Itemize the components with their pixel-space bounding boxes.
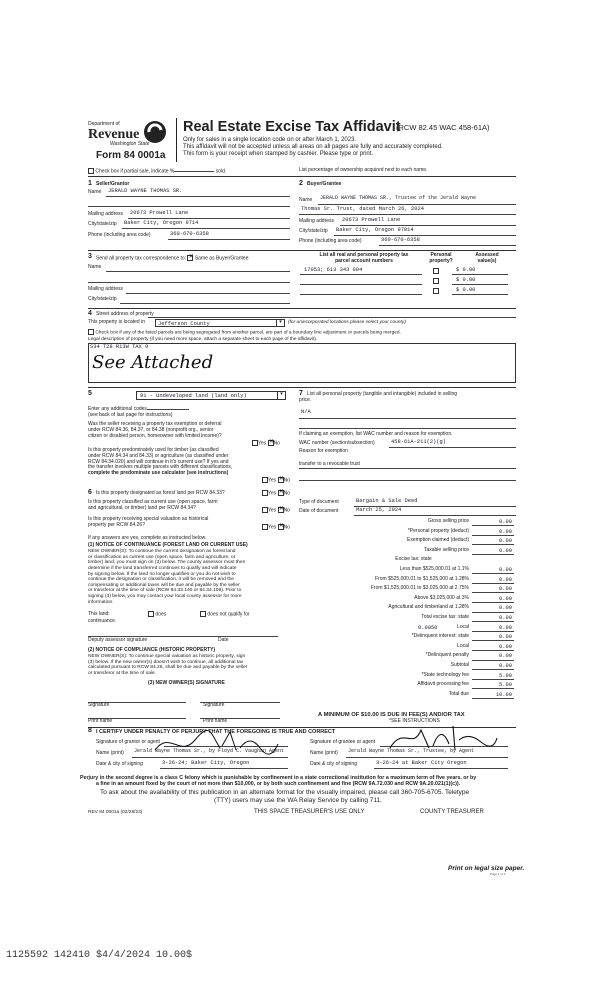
tax-row-label: Above $3,025,000 at 3% [414,594,469,601]
seller-name-field[interactable]: JERALD WAYNE THOMAS SR. [108,188,183,194]
tax-row-value[interactable]: 0.00 [472,548,514,555]
deputy-signature-label: Deputy assessor signature [88,637,148,643]
dept-label: Department of [88,121,120,127]
tax-row-label: From $1,525,000.01 to $3,025,000 at 2.75% [370,585,469,592]
grantor-date-field[interactable]: 3-26-24; Baker City, Oregon [162,760,250,766]
personal-property-label: List all personal property (tangible and intangible) included in selling [307,391,458,397]
rcw-reference: (RCW 82.45 WAC 458-61A) [396,123,490,132]
divider [88,308,516,309]
minimum-due: A MINIMUM OF $10.00 IS DUE IN FEE(S) AND/OR TAX [318,712,465,718]
parcel-line-3 [300,294,422,295]
tax-row-label: Local [457,623,469,630]
seller-extra-line [88,206,290,207]
assessed-line-2 [452,284,508,285]
tax-row-label: Taxable selling price [423,546,469,553]
grantee-date-field[interactable]: 3-26-24 at Baker City Oregon [376,760,467,766]
located-label: This property is located in [88,319,145,325]
doc-type-label: Type of document [299,499,339,505]
personal-checkbox-3[interactable] [433,288,439,295]
tax-row-label: Gross selling price [427,518,469,524]
print-label-2: Print name [203,718,228,724]
perjury-line-1: Perjury in the second degree is a class C felony which is punishable by confinement in a state correctional institution for a maximum term of five years, or by [80,775,477,781]
divider [88,176,516,177]
tax-row-label: *Personal property (deduct) [407,527,469,534]
buyer-city-label: City/state/zip [299,228,328,234]
continuance-label: continuance. [88,618,117,624]
exemption-question: Was the seller receiving a property tax exemption or deferral under RCW 84.36, 84.37, or 84.38 (nonprofit org., senior citizen or disabled person, homeowner with limited income)? [88,421,222,439]
current-use-answer: Yes ✕ No [262,507,290,514]
additional-codes-label: Enter any additional codes [88,407,189,413]
section-1-number: 1 [88,180,92,187]
seller-phone-label: Phone (including area code) [88,232,151,238]
forest-answer: Yes ✕ No [262,490,290,497]
tax-row [358,644,514,651]
tax-row-label: *Delinquent penalty [425,652,469,659]
legal-description-value: S34 T28 R13W TAX 9 [90,344,149,350]
assessed-header: Assessed value(s) [475,252,499,264]
tax-row [358,605,514,612]
tax-row-value[interactable]: 0.00 [472,663,514,670]
wac-field[interactable]: 458-61A-211(2)(g) [391,439,446,445]
divider [88,387,516,388]
sig-line-2[interactable] [200,702,280,703]
street-label: Street address of property [96,311,154,317]
doc-date-field[interactable]: March 25, 2024 [356,507,402,513]
sec3-extra-line [88,282,290,283]
grantee-signature-drawing [385,722,500,752]
form-number: Form 84 0001a [96,150,166,161]
grantor-date-line [160,768,288,769]
tax-row [358,692,514,699]
grantee-name-field[interactable]: Jerald Wayne Thomas Sr., Trustee, by Agent [348,748,475,754]
assessed-value-2[interactable]: $ 0.00 [456,277,476,283]
pp-line-1 [299,418,516,419]
tax-row-value[interactable]: 0.00 [472,605,514,612]
sec3-name-line [106,271,290,272]
section-4-number: 4 [88,310,92,317]
tax-row [358,634,514,641]
personal-property-label-2: price. [299,397,312,403]
tax-row [358,615,514,622]
see-instructions: *SEE INSTRUCTIONS [389,718,440,724]
accessibility-line-2: (TTY) users may use the WA Relay Service by calling 711. [214,797,382,804]
tax-row-value[interactable]: 0.00 [472,519,514,526]
reason-line-1 [299,468,516,469]
grantee-date-label: Date & city of signing [310,761,357,767]
timber-answer: Yes ✕ No [262,477,290,484]
section-7-number: 7 [299,390,303,397]
certification: I CERTIFY UNDER PENALTY OF PERJURY THAT THE FOREGOING IS TRUE AND CORRECT [96,729,336,735]
tax-row-label: Total due [448,690,469,697]
header-line-1: Only for sales in a single location code on or after March 1, 2023. [183,137,357,143]
tax-row-value[interactable]: 5.00 [472,673,514,680]
tax-row-label: Agricultural and timberland at 1.28% [388,604,469,611]
buyer-name-field-2[interactable]: Thomas Sr. Trust, dated March 26, 2024 [301,206,424,212]
partial-sale-checkbox[interactable] [88,168,94,174]
tax-row-label: Total excise tax: state [421,614,469,620]
timber-question: Is this property predominately used for timber (as classified under RCW 84.34 and 84.33) or agriculture (as classified under RCW 84.34.020) and will continue in it's current use? If yes and the transfer involves multiple parcels with different classifications, complete the predominate use calculator (see instructions) [88,447,233,476]
exemption-note: If claiming an exemption, list WAC number and reason for exemption. [299,431,453,437]
wac-line [389,447,516,448]
tax-row-value[interactable] [472,557,514,563]
tax-row-value[interactable]: 0.00 [472,567,514,574]
buyer-phone-line [379,245,516,246]
tax-row-label: Exemption claimed (deduct) [407,537,469,544]
state-label: Washington State [110,141,150,147]
buyer-heading: Buyer/Grantee [307,181,342,187]
exemption-answer: Yes ✕ No [252,440,280,447]
tax-row-value[interactable]: 0.00 [472,644,514,651]
unincorporated-note: (for unincorporated locations please select your county) [288,320,406,325]
tax-row [358,596,514,603]
accessibility-line-1: To ask about the availability of this publication in an alternate format for the visually impaired, please call 360-705-6705. Teletype [100,789,470,796]
tax-row [358,673,514,680]
tax-row-label: Subtotal [450,662,469,668]
personal-property-value[interactable]: N/A [301,409,311,415]
grantor-name-label: Name (print) [96,750,124,756]
page-title: Real Estate Excise Tax Affidavit [183,119,401,135]
seller-heading: Seller/Grantor [96,181,130,187]
buyer-city-field[interactable]: Baker City, Oregon 97814 [336,227,414,233]
tax-row-value[interactable]: 10.00 [472,692,514,699]
parcel-header: List all real and personal property tax parcel account numbers [319,252,409,264]
print-label-1: Print name [88,718,113,724]
tax-row [358,577,514,584]
legal-desc-label: Legal description of property (if you need more space, attach a separate sheet to each page of the affidavit). [88,337,318,342]
seller-mail-line [128,218,290,219]
county-treasurer: COUNTY TREASURER [420,809,484,815]
notice-2-heading: (2) NOTICE OF COMPLIANCE (HISTORIC PROPERTY) [88,647,216,653]
sec3-mail-label: Mailing address [88,286,124,292]
parcel-line-2 [300,284,422,285]
tax-row-label: Affidavit processing fee [417,681,469,688]
assessed-line-3 [452,294,508,295]
seller-name-line [106,196,290,197]
tax-row [358,682,514,689]
this-land-label: This land: [88,611,110,617]
buyer-city-line [334,235,516,236]
sig-label-2: Signature [203,702,225,708]
grantee-name-line [346,757,508,758]
assessed-value-3[interactable]: $ 0.00 [456,287,476,293]
tax-row-value[interactable]: 0.00 [472,615,514,622]
buyer-name-label: Name [299,197,313,203]
grantor-sig-label: Signature of grantor or agent [96,739,160,745]
forest-question: Is this property designated as forest land per RCW 84.33? [96,490,225,496]
sig-line-1[interactable] [88,702,186,703]
sec3-correspondence: Send all property tax correspondence to: ✕ Same as Buyer/Grantee [96,255,248,262]
dropdown-arrow-icon: ▾ [277,392,285,400]
tax-row-value[interactable]: 0.00 [472,538,514,545]
tax-row-value[interactable]: 0.00 [472,596,514,603]
recording-stamp: 1125592 142410 $4/4/2024 10.00$ [6,950,193,961]
sec3-name-label: Name [88,264,102,270]
grantor-name-line [132,757,288,758]
tax-row-value[interactable]: 0.00 [472,577,514,584]
tax-row [358,529,514,536]
header-line-2: This affidavit will not be accepted unless all areas on all pages are fully and accurately completed. [183,144,443,150]
sig-label-1: Signature [88,702,110,708]
buyer-name-field-1[interactable]: JERALD WAYNE THOMAS SR., Trustee of the Jerald Wayne [320,195,477,201]
reason-line-2 [299,480,516,481]
same-as-buyer-checkbox[interactable] [187,255,193,261]
seller-phone-field[interactable]: 360-670-6358 [170,231,209,237]
parcel-line-1 [300,274,422,275]
tax-row-value[interactable]: 0.00 [472,529,514,536]
tax-row-label: Less than $525,000.01 at 1.1% [399,566,469,572]
revenue-logo-text: Revenue [88,127,140,142]
page-number: Page 1 of 1 [490,872,506,876]
additional-codes-note: (see back of last page for instructions) [88,412,173,418]
legal-paper-note: Print on legal size paper. [448,865,525,872]
buyer-mail-line [340,225,516,226]
tax-row-value[interactable]: 0.00 [472,586,514,593]
tax-row [358,557,514,563]
treasurer-use: THIS SPACE TREASURER'S USE ONLY [254,809,365,815]
tax-row-value[interactable]: 0.00 [472,653,514,660]
pp-line-2 [299,428,516,429]
divider [88,250,516,251]
seller-mail-label: Mailing address [88,211,124,217]
historic-question: Is this property receiving special valuation as historical property per RCW 84.26? [88,516,209,528]
header-divider [176,118,177,162]
buyer-name-line [318,204,516,205]
section-5-number: 5 [88,390,92,397]
personal-checkbox-2[interactable] [433,278,439,285]
seller-name-label: Name [88,189,102,195]
boundary-row: Check box if any of the listed parcels are being segregated from another parcel, are part of a boundary line adjustment or parcels being merged. [88,329,401,336]
seller-city-line [122,228,290,229]
assessed-line-1 [452,274,508,275]
tax-row-label: Local [457,642,469,649]
tax-row-label: From $525,000.01 to $1,525,000 at 1.28% [375,575,469,582]
grantor-date-label: Date & city of signing [96,761,143,767]
historic-answer: Yes ✕ No [262,524,290,531]
tax-row [358,567,514,574]
tax-row-label: Excise tax: state [395,556,432,563]
street-line [148,317,516,318]
grantor-signature-drawing [150,728,280,756]
reason-label: Reason for exemption [299,448,348,454]
tax-row [358,519,514,526]
seller-city-label: City/state/zip [88,221,117,227]
reason-field[interactable]: transfer to a revocable trust [299,461,360,467]
tax-row-label: *Delinquent interest: state [411,633,469,640]
does-not-option: does not qualify for [200,611,250,618]
does-option: does [148,611,166,618]
partial-sale-row: Check box if partial sale, indicate % sold. [88,168,226,175]
tax-row [358,663,514,670]
grantee-date-line [374,768,508,769]
grantee-sig-label: Signature of grantee or agent [310,739,376,745]
buyer-phone-label: Phone (including area code) [299,238,362,244]
section-3-number: 3 [88,253,92,260]
grantor-name-field[interactable]: Jerald Wayne Thomas Sr., by Floyd C. Vaughan Agent [134,748,285,754]
notice-1-text: NEW OWNER(S): To continue the current designation as forest land or classification as current use (open space, farm and agriculture, or timber) land, you must sign on (3) below. The county assessor must then determine if the land transferred continues to qualify and will indicate by signing below. If the land no longer qualifies or you do not wish to continue the designation or classification, it will be removed and the compensating or additional taxes will be due and payable by the seller or transferor at the time of sale (RCW 84.33.140 or 84.34.108). Prior to signing (3) below, you may contact your local county assessor for more information. [88,549,246,605]
print-line-2[interactable] [200,718,280,719]
seller-city-field[interactable]: Baker City, Oregon 9714 [124,220,199,226]
tax-row-label: *State technology fee [421,671,469,678]
tax-row [358,586,514,593]
new-owner-signature-heading: (3) NEW OWNER(S) SIGNATURE [148,680,225,686]
buyer-mail-label: Mailing address [299,218,335,224]
sec3-city-line [120,303,290,304]
doc-date-line [354,515,516,516]
see-attached-handwriting: See Attached [92,352,214,373]
perjury-line-2: a fine in an amount fixed by the court of not more than $10,000, or by both such confinement and fine (RCW 9A.72.030 and RCW 9A.20.021(1)(c)). [96,781,461,787]
parcel-number-1[interactable]: 17053; 613 343 004 [304,267,363,273]
sec3-city-label: City/state/zip [88,296,117,302]
tax-row [358,653,514,660]
notice-1-heading: (1) NOTICE OF CONTINUANCE (FOREST LAND OR CURRENT USE) [88,542,248,548]
county-select[interactable]: Jefferson County ▾ [155,319,285,327]
assessed-value-1[interactable]: $ 0.00 [456,267,476,273]
boundary-checkbox[interactable] [88,329,94,335]
seller-phone-line [168,239,290,240]
if-yes-note: If any answers are yes, complete as instructed below. [88,535,207,541]
notice-2-text: NEW OWNER(S): To continue special valuation as historic property, sign (3) below. If the new owner(s) doesn't wish to continue, all additional tax calculated pursuant to RCW 84.26, shall be due and payable by the seller or transferor at the time of sale. [88,654,248,676]
tax-row-value[interactable]: 0.00 [472,634,514,641]
seller-mail-field[interactable]: 20673 Prowell Lane [130,210,189,216]
dropdown-arrow-icon: ▾ [276,320,284,327]
personal-header: Personal property? [429,252,453,264]
buyer-mail-field[interactable]: 20673 Prowell Lane [342,217,401,223]
tax-row [358,538,514,545]
grantee-name-label: Name (print) [310,750,338,756]
sec3-mail-line [126,293,290,294]
current-use-question: Is this property classified as current use (open space, farm and agricultural, or timber) land per RCW 84.34? [88,499,218,511]
wac-label: WAC number (section/subsection) [299,440,375,446]
buyer-name-line-2 [299,214,516,215]
rev-number: REV 84 0001a (02/28/23) [88,810,143,815]
local-rate: 0.0050 [418,625,438,631]
section-6-number: 6 [88,489,92,496]
land-use-select[interactable]: 91 - Undeveloped land (land only) ▾ [136,391,286,400]
tax-row [358,548,514,555]
section-8-number: 8 [88,727,92,734]
buyer-phone-field[interactable]: 360-670-6358 [381,237,420,243]
doc-type-field[interactable]: Bargain & Sale Deed [356,498,418,504]
print-line-1[interactable] [88,718,186,719]
header-line-3: This form is your receipt when stamped by cashier. Please type or print. [183,151,374,157]
doc-date-label: Date of document [299,508,339,514]
tax-row-value[interactable]: 0.00 [472,625,514,632]
ownership-note: List percentage of ownership acquired next to each name. [299,167,428,173]
deputy-date-label: Date [218,637,229,643]
section-2-number: 2 [299,180,303,187]
personal-checkbox-1[interactable] [433,268,439,275]
tax-row-value[interactable]: 5.00 [472,682,514,689]
